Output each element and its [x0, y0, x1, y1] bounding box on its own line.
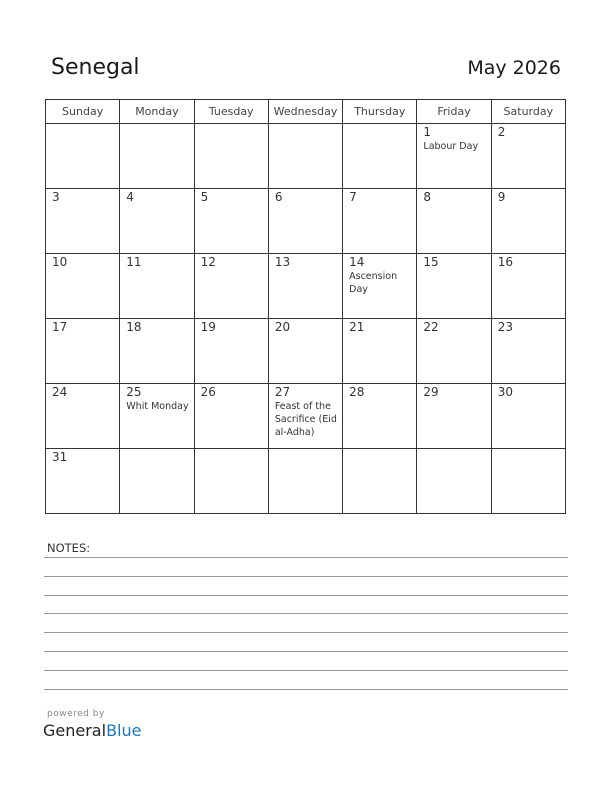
week-row: [46, 254, 566, 319]
day-number: 6: [274, 190, 283, 204]
day-number: 2: [497, 125, 506, 139]
week-row: [46, 124, 566, 189]
note-line: [44, 632, 568, 633]
note-line: [44, 651, 568, 652]
day-cell: [417, 319, 491, 384]
note-line: [44, 595, 568, 596]
day-number: 13: [274, 255, 291, 269]
day-cell: [46, 319, 120, 384]
day-number: 30: [497, 385, 513, 399]
day-cell: [268, 254, 342, 319]
brand-blue: Blue: [106, 721, 142, 740]
day-number: 26: [200, 385, 216, 399]
day-cell: [120, 124, 194, 189]
day-number: 29: [423, 385, 439, 399]
day-cell: [343, 254, 417, 319]
holiday-label: Ascension Day: [349, 271, 398, 295]
day-cell: [194, 254, 268, 319]
weekday-header: Tuesday: [194, 100, 268, 124]
note-line: [44, 689, 568, 690]
day-cell: [417, 384, 491, 449]
day-cell: [417, 449, 491, 514]
day-cell: [491, 189, 565, 254]
day-number: 3: [52, 190, 60, 204]
week-row: [46, 449, 566, 514]
weekday-header: Friday: [417, 100, 491, 124]
day-cell: [194, 124, 268, 189]
day-cell: [417, 189, 491, 254]
day-number: 23: [497, 320, 513, 334]
day-cell: [491, 449, 565, 514]
day-cell: [268, 124, 342, 189]
note-line: [44, 557, 568, 558]
holiday-label: Whit Monday: [126, 401, 189, 412]
day-number: 17: [52, 320, 68, 334]
day-cell: [120, 254, 194, 319]
day-cell: [343, 449, 417, 514]
day-number: 9: [497, 190, 506, 204]
day-number: 5: [200, 190, 209, 204]
day-cell: [343, 124, 417, 189]
day-cell: [343, 189, 417, 254]
day-number: 16: [497, 255, 513, 269]
notes-label: NOTES:: [47, 541, 91, 555]
day-cell: [268, 189, 342, 254]
day-number: 22: [423, 320, 439, 334]
day-cell: [120, 189, 194, 254]
day-number: 7: [349, 190, 357, 204]
day-cell: [46, 254, 120, 319]
day-number: 8: [423, 190, 432, 204]
day-number: 14: [349, 255, 365, 269]
day-cell: [417, 254, 491, 319]
note-line: [44, 576, 568, 577]
week-row: [46, 319, 566, 384]
day-number: 28: [349, 385, 365, 399]
weekday-header: Saturday: [491, 100, 565, 124]
note-line: [44, 613, 568, 614]
day-cell: [194, 319, 268, 384]
day-cell: [120, 384, 194, 449]
day-number: 11: [126, 255, 142, 269]
day-cell: [46, 189, 120, 254]
day-cell: [491, 384, 565, 449]
note-line: [44, 670, 568, 671]
day-cell: [194, 384, 268, 449]
brand-general: General: [43, 721, 107, 740]
calendar-grid: [45, 99, 566, 514]
day-number: 15: [423, 255, 439, 269]
country-title: Senegal: [51, 55, 140, 80]
powered-by-text: powered by: [47, 709, 105, 719]
day-number: 21: [349, 320, 365, 334]
day-cell: [268, 319, 342, 384]
day-cell: [268, 449, 342, 514]
day-cell: [343, 384, 417, 449]
weekday-header: Wednesday: [268, 100, 342, 124]
holiday-label: Feast of the Sacrifice (Eid al-Adha): [274, 401, 337, 438]
month-year-title: May 2026: [467, 57, 561, 79]
day-number: 4: [126, 190, 134, 204]
day-number: 18: [126, 320, 142, 334]
day-number: 20: [274, 320, 291, 334]
day-cell: [120, 319, 194, 384]
day-number: 1: [423, 125, 432, 139]
day-number: 12: [200, 255, 216, 269]
week-row: [46, 189, 566, 254]
day-number: 31: [52, 450, 68, 464]
day-number: 19: [200, 320, 216, 334]
week-row: [46, 384, 566, 449]
weekday-header: Monday: [120, 100, 194, 124]
day-cell: [46, 449, 120, 514]
weekday-header: Thursday: [343, 100, 417, 124]
holiday-label: Labour Day: [423, 141, 479, 152]
day-cell: [417, 124, 491, 189]
day-cell: [194, 189, 268, 254]
day-cell: [194, 449, 268, 514]
day-number: 25: [126, 385, 142, 399]
day-cell: [343, 319, 417, 384]
day-cell: [491, 124, 565, 189]
brand-logo: [43, 721, 141, 740]
day-cell: [491, 319, 565, 384]
day-number: 10: [52, 255, 68, 269]
day-number: 27: [274, 385, 291, 399]
day-cell: [120, 449, 194, 514]
day-cell: [46, 124, 120, 189]
day-cell: [268, 384, 342, 449]
day-cell: [491, 254, 565, 319]
day-number: 24: [52, 385, 68, 399]
weekday-header: Sunday: [46, 100, 120, 124]
weekday-header-row: [46, 100, 566, 124]
day-cell: [46, 384, 120, 449]
